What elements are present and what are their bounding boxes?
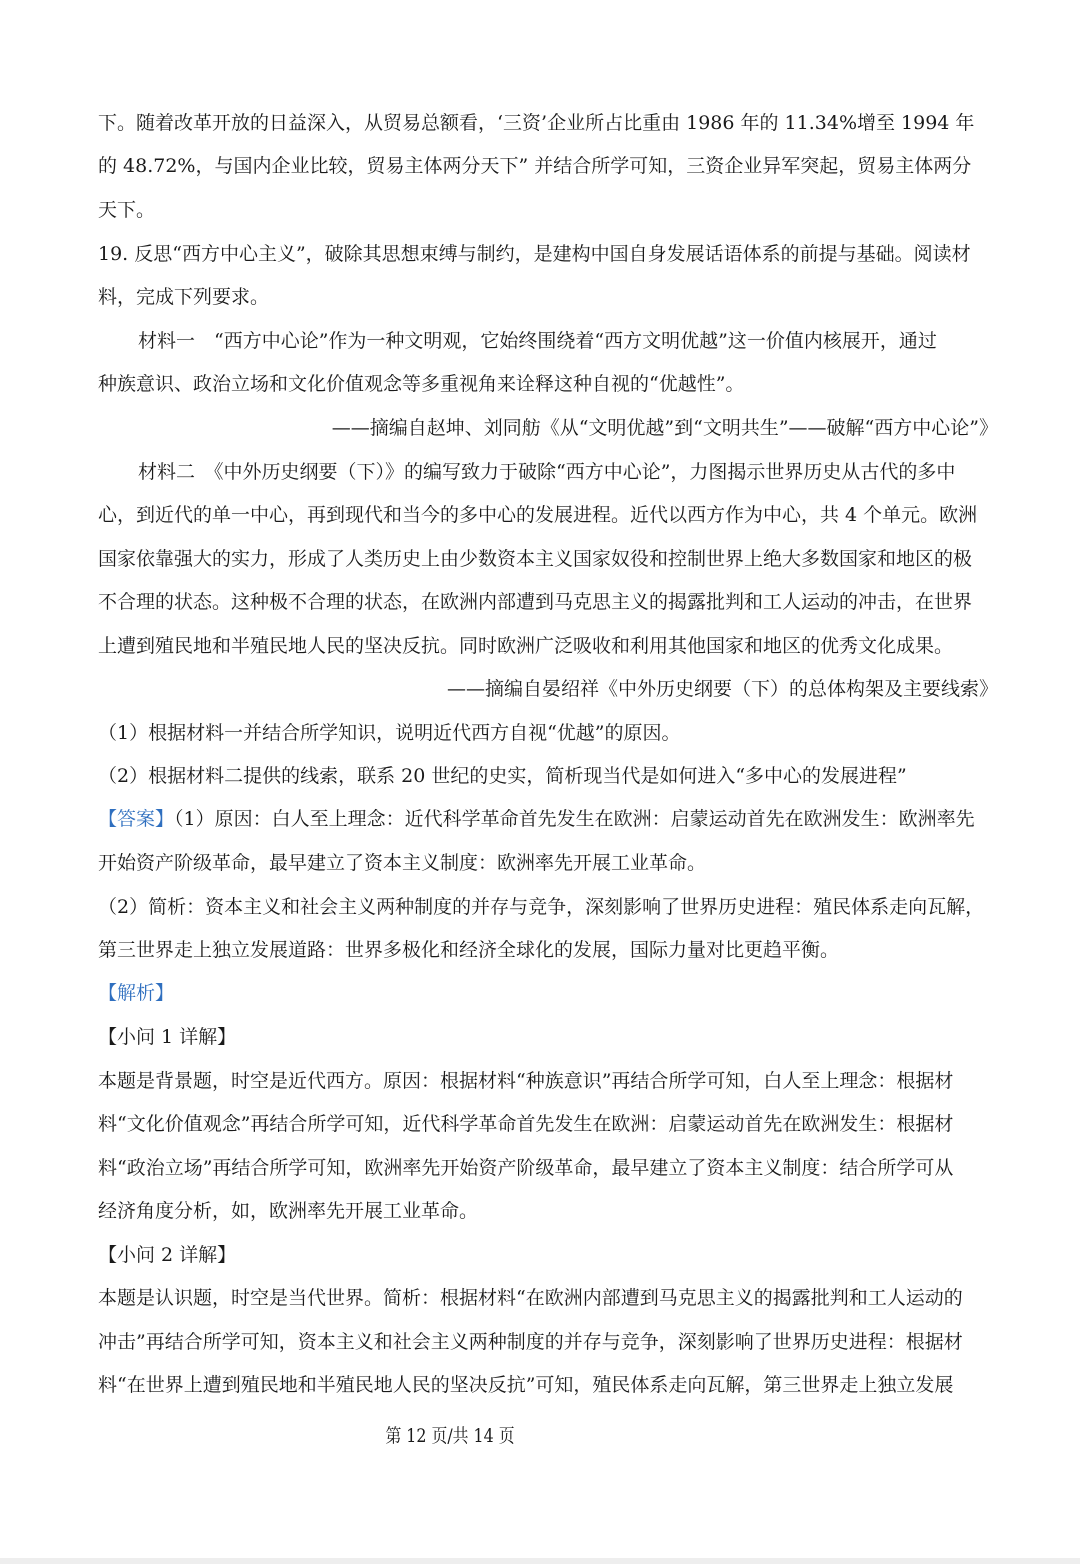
material-2-source: ——摘编自晏绍祥《中外历史纲要（下）的总体构架及主要线索》 xyxy=(446,678,998,700)
text-line: 料，完成下列要求。 xyxy=(98,286,270,308)
text-line: 天下。 xyxy=(98,199,156,221)
text-line: 种族意识、政治立场和文化价值观念等多重视角来诠释这种自视的“优越性”。 xyxy=(98,373,745,395)
text-line: 料“文化价值观念”再结合所学可知，近代科学革命首先发生在欧洲：启蒙运动首先在欧洲发生：根据材 xyxy=(98,1113,954,1135)
sub-question-1: （1）根据材料一并结合所学知识，说明近代西方自视“优越”的原因。 xyxy=(98,722,681,744)
bottom-edge xyxy=(0,1558,1080,1564)
text-line: 下。随着改革开放的日益深入，从贸易总额看，‘三资’企业所占比重由 1986 年的 11.34%增至 1994 年 xyxy=(98,112,975,134)
answer-text: （1）原因：白人至上理念：近代科学革命首先发生在欧洲：启蒙运动首先在欧洲发生：欧洲率先 xyxy=(174,808,975,830)
material-1-source: ——摘编自赵坤、刘同舫《从“文明优越”到“文明共生”——破解“西方中心论”》 xyxy=(331,417,998,439)
sub-heading-1: 【小问 1 详解】 xyxy=(98,1026,237,1048)
text-line: 不合理的状态。这种极不合理的状态，在欧洲内部遭到马克思主义的揭露批判和工人运动的冲击，在世界 xyxy=(98,591,973,613)
text-line: 料“在世界上遭到殖民地和半殖民地人民的坚决反抗”可知，殖民体系走向瓦解，第三世界走上独立发展 xyxy=(98,1374,954,1396)
question-19: 19. 反思“西方中心主义”，破除其思想束缚与制约，是建构中国自身发展话语体系的前提与基础。阅读材 xyxy=(98,243,971,265)
answer-tag: 【答案】 xyxy=(98,808,175,830)
text-line: 经济角度分析，如，欧洲率先开展工业革命。 xyxy=(98,1200,479,1222)
text-line: 第三世界走上独立发展道路：世界多极化和经济全球化的发展，国际力量对比更趋平衡。 xyxy=(98,939,840,961)
text-line: 的 48.72%，与国内企业比较，贸易主体两分天下” 并结合所学可知，三资企业异军突起，贸易主体两分 xyxy=(98,155,972,177)
text-line: 上遭到殖民地和半殖民地人民的坚决反抗。同时欧洲广泛吸收和利用其他国家和地区的优秀文化成果。 xyxy=(98,635,954,657)
text-line: （2）简析：资本主义和社会主义两种制度的并存与竞争，深刻影响了世界历史进程：殖民体系走向瓦解， xyxy=(98,896,985,918)
sub-question-2: （2）根据材料二提供的线索，联系 20 世纪的史实，简析现当代是如何进入“多中心的发展进程” xyxy=(98,765,907,787)
text-line: 心，到近代的单一中心，再到现代和当今的多中心的发展进程。近代以西方作为中心，共 4 个单元。欧洲 xyxy=(98,504,978,526)
answer-line xyxy=(98,806,975,832)
text-line: 开始资产阶级革命，最早建立了资本主义制度：欧洲率先开展工业革命。 xyxy=(98,852,707,874)
text-line: 冲击”再结合所学可知，资本主义和社会主义两种制度的并存与竞争，深刻影响了世界历史进程：根据材 xyxy=(98,1331,963,1353)
sub-heading-2: 【小问 2 详解】 xyxy=(98,1244,237,1266)
analysis-tag: 【解析】 xyxy=(98,982,175,1004)
text-line: 料“政治立场”再结合所学可知，欧洲率先开始资产阶级革命，最早建立了资本主义制度：结合所学可从 xyxy=(98,1157,954,1179)
page-number: 第 12 页/共 14 页 xyxy=(385,1425,515,1447)
material-2: 材料二 《中外历史纲要（下）》的编写致力于破除“西方中心论”，力图揭示世界历史从古代的多中 xyxy=(138,461,956,483)
text-line: 国家依靠强大的实力，形成了人类历史上由少数资本主义国家奴役和控制世界上绝大多数国家和地区的极 xyxy=(98,548,973,570)
material-1: 材料一 “西方中心论”作为一种文明观，它始终围绕着“西方文明优越”这一价值内核展开，通过 xyxy=(138,330,937,352)
text-line: 本题是认识题，时空是当代世界。简析：根据材料“在欧洲内部遭到马克思主义的揭露批判和工人运动的 xyxy=(98,1287,963,1309)
text-line: 本题是背景题，时空是近代西方。原因：根据材料“种族意识”再结合所学可知，白人至上理念：根据材 xyxy=(98,1070,954,1092)
